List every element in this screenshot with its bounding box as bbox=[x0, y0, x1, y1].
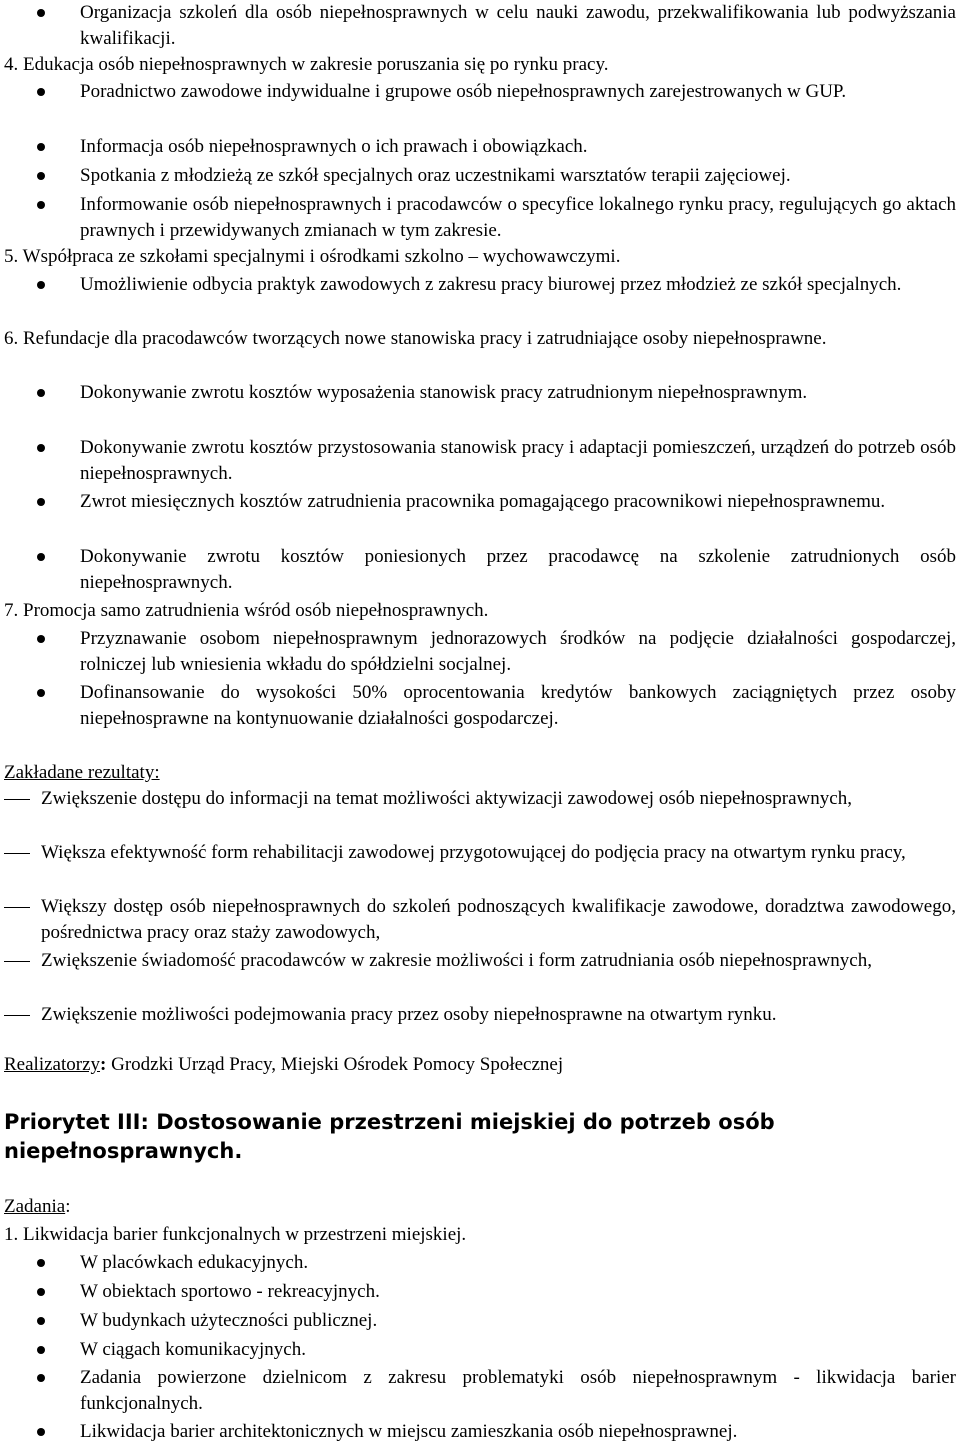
dash-icon bbox=[4, 853, 30, 854]
section-heading: 6. Refundacje dla pracodawców tworzących nowe stanowiska pracy i zatrudniające osoby niepełnosprawne. bbox=[4, 328, 827, 349]
list-item: Informacja osób niepełnosprawnych o ich prawach i obowiązkach. bbox=[80, 136, 588, 157]
bullet-icon bbox=[37, 444, 45, 452]
list-item: Zwrot miesięcznych kosztów zatrudnienia pracownika pomagającego pracownikowi niepełnosprawnemu. bbox=[80, 491, 886, 512]
result-item: Większa efektywność form rehabilitacji zawodowej przygotowującej do podjęcia pracy na otwartym rynku pracy, bbox=[41, 842, 906, 863]
list-item: Organizacja szkoleń dla osób niepełnosprawnych w celu nauki zawodu, przekwalifikowania lub podwyższania kwalifikacji. bbox=[80, 2, 956, 49]
list-item: Dokonywanie zwrotu kosztów wyposażenia stanowisk pracy zatrudnionym niepełnosprawnym. bbox=[80, 382, 808, 403]
result-item: Zwiększenie świadomość pracodawców w zakresie możliwości i form zatrudniania osób niepełnosprawnych, bbox=[41, 950, 872, 971]
task-item: W obiektach sportowo - rekreacyjnych. bbox=[80, 1281, 380, 1302]
task-item: Likwidacja barier architektonicznych w miejscu zamieszkania osób niepełnosprawnej. bbox=[80, 1421, 738, 1442]
list-item: Dokonywanie zwrotu kosztów poniesionych przez pracodawcę na szkolenie zatrudnionych osób niepełnosprawnych. bbox=[80, 546, 956, 593]
bullet-icon bbox=[37, 1288, 45, 1296]
bullet-icon bbox=[37, 553, 45, 561]
list-item: Dofinansowanie do wysokości 50% oprocentowania kredytów bankowych zaciągniętych przez osoby niepełnosprawne na kontynuowanie działalności gospodarczej. bbox=[80, 682, 956, 729]
priority-heading: Priorytet III: Dostosowanie przestrzeni miejskiej do potrzeb osób niepełnosprawnych. bbox=[4, 1110, 775, 1163]
task-item: Zadania powierzone dzielnicom z zakresu problematyki osób niepełnosprawnym - likwidacja barier funkcjonalnych. bbox=[80, 1367, 956, 1414]
bullet-icon bbox=[37, 143, 45, 151]
bullet-icon bbox=[37, 172, 45, 180]
bullet-icon bbox=[37, 1259, 45, 1267]
list-item: Przyznawanie osobom niepełnosprawnym jednorazowych środków na podjęcie działalności gospodarczej, rolniczej lub wniesienia wkładu do spółdzielni socjalnej. bbox=[80, 628, 956, 675]
bullet-icon bbox=[37, 88, 45, 96]
result-item: Większy dostęp osób niepełnosprawnych do szkoleń podnoszących kwalifikacje zawodowe, doradztwa zawodowego, pośrednictwa pracy oraz staży zawodowych, bbox=[41, 896, 956, 943]
list-item: Dokonywanie zwrotu kosztów przystosowania stanowisk pracy i adaptacji pomieszczeń, urządzeń do potrzeb osób niepełnosprawnych. bbox=[80, 437, 956, 484]
realizatorzy-line bbox=[4, 1052, 956, 1078]
section-heading: 4. Edukacja osób niepełnosprawnych w zakresie poruszania się po rynku pracy. bbox=[4, 54, 609, 75]
bullet-icon bbox=[37, 1346, 45, 1354]
list-item: Umożliwienie odbycia praktyk zawodowych z zakresu pracy biurowej przez młodzież ze szkół specjalnych. bbox=[80, 274, 902, 295]
list-item: Informowanie osób niepełnosprawnych i pracodawców o specyfice lokalnego rynku pracy, regulujących go aktach prawnych i przewidywanych zmianach w tym zakresie. bbox=[80, 194, 956, 241]
list-item: Poradnictwo zawodowe indywidualne i grupowe osób niepełnosprawnych zarejestrowanych w GUP. bbox=[80, 81, 847, 102]
bullet-icon bbox=[37, 201, 45, 209]
bullet-icon bbox=[37, 635, 45, 643]
realizatorzy-text: Grodzki Urząd Pracy, Miejski Ośrodek Pomocy Społecznej bbox=[106, 1054, 564, 1075]
dash-icon bbox=[4, 961, 30, 962]
realizatorzy-label: Realizatorzy bbox=[4, 1054, 101, 1075]
bullet-icon bbox=[37, 1428, 45, 1436]
section-heading: 7. Promocja samo zatrudnienia wśród osób niepełnosprawnych. bbox=[4, 600, 489, 621]
bullet-icon bbox=[37, 9, 45, 17]
bullet-icon bbox=[37, 389, 45, 397]
bullet-icon bbox=[37, 498, 45, 506]
bullet-icon bbox=[37, 689, 45, 697]
task-item: W ciągach komunikacyjnych. bbox=[80, 1339, 306, 1360]
dash-icon bbox=[4, 799, 30, 800]
task-item: W budynkach użyteczności publicznej. bbox=[80, 1310, 378, 1331]
dash-icon bbox=[4, 1015, 30, 1016]
task-item: W placówkach edukacyjnych. bbox=[80, 1252, 309, 1273]
list-item: Spotkania z młodzieżą ze szkół specjalnych oraz uczestnikami warsztatów terapii zajęciowej. bbox=[80, 165, 791, 186]
tasks-heading bbox=[4, 1194, 956, 1220]
dash-icon bbox=[4, 907, 30, 908]
task-1-title: 1. Likwidacja barier funkcjonalnych w przestrzeni miejskiej. bbox=[4, 1224, 467, 1245]
realizatorzy-colon: : bbox=[100, 1054, 107, 1075]
result-item: Zwiększenie możliwości podejmowania pracy przez osoby niepełnosprawne na otwartym rynku. bbox=[41, 1004, 777, 1025]
bullet-icon bbox=[37, 281, 45, 289]
section-heading: 5. Współpraca ze szkołami specjalnymi i ośrodkami szkolno – wychowawczymi. bbox=[4, 246, 621, 267]
result-item: Zwiększenie dostępu do informacji na temat możliwości aktywizacji zawodowej osób niepełnosprawnych, bbox=[41, 788, 852, 809]
tasks-label: Zadania bbox=[4, 1196, 66, 1217]
results-label: Zakładane rezultaty: bbox=[4, 762, 160, 783]
bullet-icon bbox=[37, 1317, 45, 1325]
tasks-colon: : bbox=[65, 1196, 71, 1217]
bullet-icon bbox=[37, 1374, 45, 1382]
